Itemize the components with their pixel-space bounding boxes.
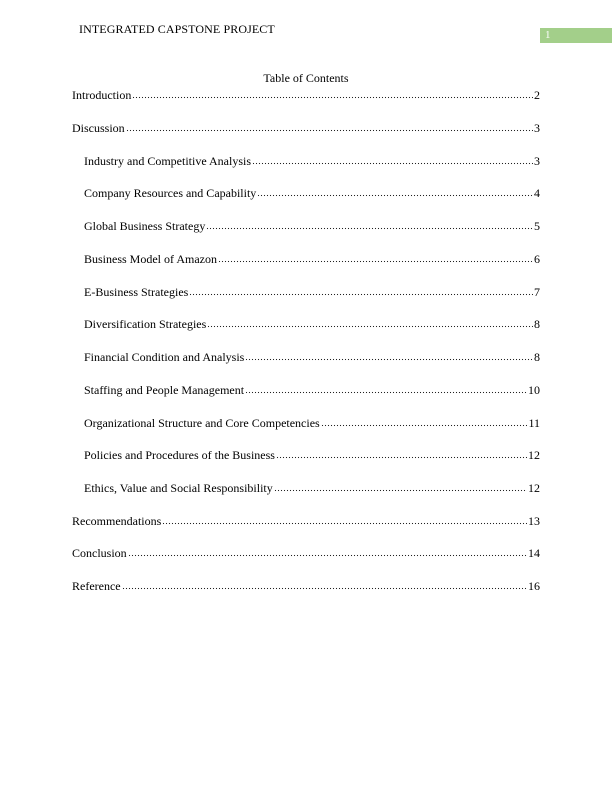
toc-entry-label: Discussion — [72, 121, 125, 135]
toc-entry-reference[interactable] — [72, 578, 540, 593]
toc-entry-page: 10 — [528, 383, 540, 397]
toc-entry-page: 13 — [528, 514, 540, 528]
toc-entry-page: 11 — [528, 416, 540, 430]
dot-leader — [245, 349, 533, 361]
toc-entry-page: 3 — [534, 154, 540, 168]
dot-leader — [128, 545, 527, 557]
toc-entry-discussion[interactable] — [72, 120, 540, 135]
page-number-badge: 1 — [540, 28, 612, 43]
toc-entry-policies[interactable] — [84, 447, 540, 462]
toc-entry-page: 3 — [534, 121, 540, 135]
toc-entry-financial-condition[interactable] — [84, 349, 540, 364]
dot-leader — [126, 120, 533, 132]
toc-entry-page: 8 — [534, 350, 540, 364]
running-header-title: INTEGRATED CAPSTONE PROJECT — [79, 22, 275, 36]
dot-leader — [245, 382, 527, 394]
dot-leader — [122, 578, 527, 590]
toc-entry-label: Company Resources and Capability — [84, 186, 257, 200]
toc-entry-label: Policies and Procedures of the Business — [84, 448, 275, 462]
dot-leader — [218, 251, 533, 263]
dot-leader — [189, 284, 533, 296]
toc-entry-staffing[interactable] — [84, 382, 540, 397]
toc-entry-page: 12 — [528, 481, 540, 495]
dot-leader — [206, 218, 533, 230]
toc-entry-conclusion[interactable] — [72, 545, 540, 560]
toc-entry-page: 12 — [528, 448, 540, 462]
toc-entry-global-strategy[interactable] — [84, 218, 540, 233]
toc-entry-page: 16 — [528, 579, 540, 593]
toc-entry-page: 7 — [534, 285, 540, 299]
dot-leader — [257, 185, 533, 197]
dot-leader — [252, 153, 533, 165]
toc-entry-page: 8 — [534, 317, 540, 331]
toc-entry-page: 5 — [534, 219, 540, 233]
toc-entry-ethics[interactable] — [84, 480, 540, 495]
toc-entry-label: Staffing and People Management — [84, 383, 245, 397]
dot-leader — [207, 316, 533, 328]
toc-entry-page: 14 — [528, 546, 540, 560]
toc-entry-industry-analysis[interactable] — [84, 153, 540, 168]
toc-entry-company-resources[interactable] — [84, 185, 540, 200]
toc-title: Table of Contents — [263, 71, 349, 85]
toc-entry-label: Conclusion — [72, 546, 127, 560]
toc-entry-page: 6 — [534, 252, 540, 266]
toc-entry-introduction[interactable] — [72, 87, 540, 102]
dot-leader — [276, 447, 527, 459]
toc-entry-label: Financial Condition and Analysis — [84, 350, 245, 364]
toc-entry-label: Reference — [72, 579, 121, 593]
toc-entry-diversification[interactable] — [84, 316, 540, 331]
toc-entry-recommendations[interactable] — [72, 513, 540, 528]
dot-leader — [274, 480, 527, 492]
toc-entry-label: Global Business Strategy — [84, 219, 206, 233]
toc-entry-e-business[interactable] — [84, 284, 540, 299]
toc-entry-label: Introduction — [72, 88, 132, 102]
dot-leader — [162, 513, 527, 525]
toc-entry-label: Recommendations — [72, 514, 162, 528]
dot-leader — [321, 415, 528, 427]
toc-entry-label: Business Model of Amazon — [84, 252, 217, 266]
toc-entry-label: Industry and Competitive Analysis — [84, 154, 251, 168]
toc-entry-label: Ethics, Value and Social Responsibility — [84, 481, 273, 495]
toc-entry-page: 4 — [534, 186, 540, 200]
toc-entry-label: E-Business Strategies — [84, 285, 189, 299]
dot-leader — [132, 87, 533, 99]
toc-entry-label: Diversification Strategies — [84, 317, 207, 331]
toc-entry-business-model[interactable] — [84, 251, 540, 266]
toc-entry-page: 2 — [534, 88, 540, 102]
toc-entry-label: Organizational Structure and Core Competencies — [84, 416, 320, 430]
toc-entry-org-structure[interactable] — [84, 415, 540, 430]
